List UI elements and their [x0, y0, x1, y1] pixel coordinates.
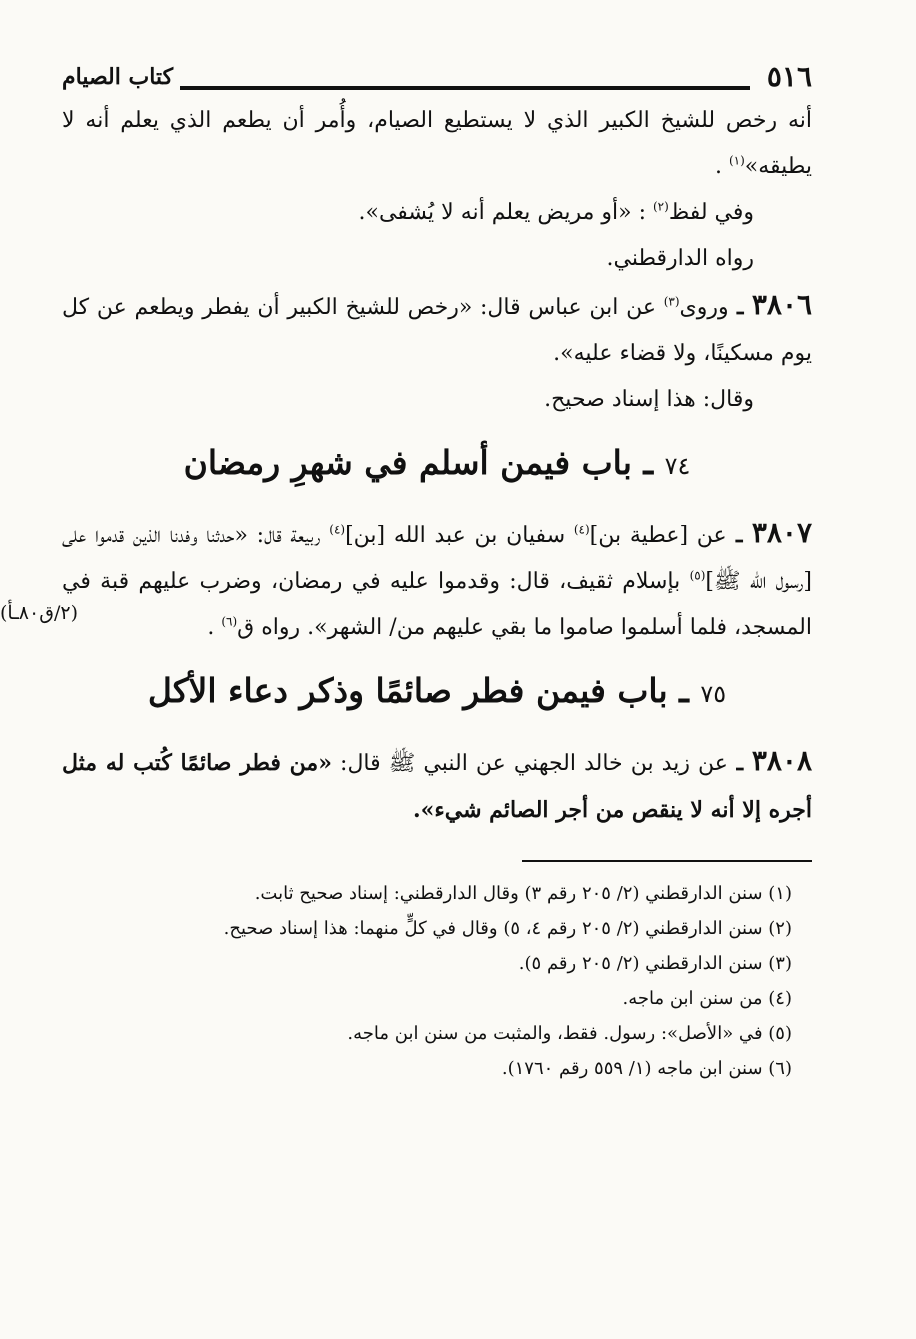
footnote-ref[interactable]: (٥) [689, 568, 706, 583]
footnote-ref[interactable]: (٢) [652, 199, 669, 214]
book-page [0, 56, 813, 1086]
narration-source: رواه الدارقطني. [606, 246, 754, 271]
book-title: كتاب الصيام [62, 64, 174, 90]
hadith-3807: ٣٨٠٧ ـ عن [عطية بن]$^{(٤)}$ سفيان بن عبد الله [بن]$^{(٤)}$ ربيعة قال: «حدثنا وفدنا الذين قدموا على [رسول الله ﷺ]$^{(٥)}$ بإسلام ثقيف، قال: وقدموا عليه في رمضان، وضرب عليهم قبة في المسجد، فلما أسلموا صاموا ما بقي عليهم من/ الشهر». رواه ق$^{(٦)}$ . [62, 516, 812, 640]
footnote-6: (٦) سنن ابن ماجه (١/ ٥٥٩ رقم ١٧٦٠). [501, 1058, 792, 1079]
footnotes [62, 876, 812, 1086]
hadith-3806: ٣٨٠٦ ـ وروى$^{(٣)}$ عن ابن عباس قال: «رخص للشيخ الكبير أن يفطر ويطعم عن كل يوم مسكينًا، ولا قضاء عليه». [62, 288, 813, 366]
footnote-ref[interactable]: (٤) [329, 522, 346, 537]
hadith-text: «من فطر صائمًا كُتب له مثل أجره إلا أنه لا ينقص من أجر الصائم شيء». [62, 750, 812, 823]
footnote-2: (٢) سنن الدارقطني (٢/ ٢٠٥ رقم ٤، ٥) وقال في كلٍّ منهما: هذا إسناد صحيح. [223, 918, 792, 939]
hadith-3806-note: وقال: هذا إسناد صحيح. [544, 387, 754, 412]
hadith-number: ٣٨٠٦ [751, 288, 813, 321]
header-rule [180, 86, 750, 90]
footnote-5: (٥) في «الأصل»: رسول. فقط، والمثبت من سنن ابن ماجه. [347, 1023, 792, 1044]
footnote-divider [522, 860, 812, 862]
hadith-number: ٣٨٠٨ [751, 744, 812, 777]
continued-paragraph: أنه رخص للشيخ الكبير الذي لا يستطيع الصيام، وأُمر أن يطعم الذي يعلم أنه لا يطيقه»$^{(١)}$ . [62, 108, 812, 179]
hadith-number: ٣٨٠٧ [751, 516, 812, 549]
page-header [62, 56, 812, 98]
footnote-1: (١) سنن الدارقطني (٢/ ٢٠٥ رقم ٣) وقال الدارقطني: إسناد صحيح ثابت. [254, 883, 792, 904]
footnote-4: (٤) من سنن ابن ماجه. [622, 988, 792, 1009]
section-heading-74: ٧٤ ـ باب فيمن أسلم في شهرِ رمضان [183, 443, 691, 482]
alt-wording: وفي لفظ$^{(٢)}$ : «أو مريض يعلم أنه لا يُشفى». [358, 199, 754, 225]
hadith-3807-block [0, 510, 812, 651]
page-number: ٥١٦ [766, 60, 812, 93]
section-heading-75: ٧٥ ـ باب فيمن فطر صائمًا وذكر دعاء الأكل [147, 671, 727, 710]
hadith-3808: ٣٨٠٨ ـ عن زيد بن خالد الجهني عن النبي ﷺ قال: «من فطر صائمًا كُتب له مثل أجره إلا أنه لا ينقص من أجر الصائم شيء». [62, 744, 812, 823]
footnote-ref[interactable]: (٦) [221, 614, 238, 629]
manuscript-margin-note: (٢/ق٨٠ـأ) [0, 602, 78, 624]
footnote-ref[interactable]: (٣) [663, 294, 680, 309]
footnote-ref[interactable]: (١) [728, 153, 745, 168]
footnote-ref[interactable]: (٤) [573, 522, 590, 537]
footnote-3: (٣) سنن الدارقطني (٢/ ٢٠٥ رقم ٥). [518, 953, 792, 974]
